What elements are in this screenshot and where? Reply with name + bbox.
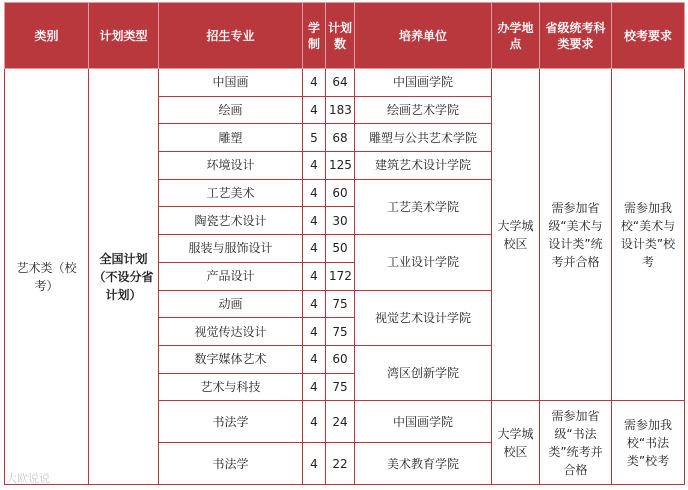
count-cell: 68 [326,124,355,152]
unit-cell: 美术教育学院 [355,443,492,485]
years-cell: 4 [303,262,326,290]
years-cell: 5 [303,124,326,152]
provincial-req-cell: 需参加省级“书法类”统考并合格 [540,401,612,485]
count-cell: 30 [326,207,355,235]
header-category: 类别 [5,3,89,69]
years-cell: 4 [303,179,326,207]
years-cell: 4 [303,235,326,263]
unit-cell: 工业设计学院 [355,235,492,290]
header-school-req: 校考要求 [612,3,685,69]
count-cell: 125 [326,152,355,180]
major-cell: 陶瓷艺术设计 [159,207,303,235]
major-cell: 服装与服饰设计 [159,235,303,263]
header-plan-type: 计划类型 [89,3,159,69]
header-major: 招生专业 [159,3,303,69]
count-cell: 24 [326,401,355,443]
header-count: 计划数 [326,3,355,69]
count-cell: 22 [326,443,355,485]
category-cell: 艺术类（校考） [5,69,89,485]
unit-cell: 中国画学院 [355,69,492,97]
unit-cell: 建筑艺术设计学院 [355,152,492,180]
header-provincial-req: 省级统考科类要求 [540,3,612,69]
school-req-cell: 需参加我校“书法类”校考 [612,401,685,485]
school-req-cell: 需参加我校“美术与设计类”校考 [612,69,685,401]
unit-cell: 中国画学院 [355,401,492,443]
years-cell: 4 [303,318,326,346]
count-cell: 75 [326,373,355,401]
count-cell: 64 [326,69,355,97]
major-cell: 艺术与科技 [159,373,303,401]
major-cell: 绘画 [159,96,303,124]
years-cell: 4 [303,401,326,443]
unit-cell: 湾区创新学院 [355,345,492,400]
major-cell: 环境设计 [159,152,303,180]
header-years: 学制 [303,3,326,69]
count-cell: 75 [326,318,355,346]
unit-cell: 视觉艺术设计学院 [355,290,492,345]
major-cell: 产品设计 [159,262,303,290]
unit-cell: 绘画艺术学院 [355,96,492,124]
major-cell: 工艺美术 [159,179,303,207]
unit-cell: 雕塑与公共艺术学院 [355,124,492,152]
watermark: 大欧说说 [6,472,50,485]
table-row [5,69,685,97]
count-cell: 50 [326,235,355,263]
years-cell: 4 [303,345,326,373]
years-cell: 4 [303,152,326,180]
major-cell: 书法学 [159,443,303,485]
major-cell: 动画 [159,290,303,318]
years-cell: 4 [303,96,326,124]
location-cell: 大学城校区 [492,401,540,485]
provincial-req-cell: 需参加省级“美术与设计类”统考并合格 [540,69,612,401]
count-cell: 75 [326,290,355,318]
count-cell: 60 [326,179,355,207]
years-cell: 4 [303,207,326,235]
major-cell: 雕塑 [159,124,303,152]
years-cell: 4 [303,290,326,318]
years-cell: 4 [303,443,326,485]
location-cell: 大学城校区 [492,69,540,401]
major-cell: 视觉传达设计 [159,318,303,346]
years-cell: 4 [303,69,326,97]
header-location: 办学地点 [492,3,540,69]
unit-cell: 工艺美术学院 [355,179,492,234]
major-cell: 书法学 [159,401,303,443]
count-cell: 183 [326,96,355,124]
header-unit: 培养单位 [355,3,492,69]
major-cell: 数字媒体艺术 [159,345,303,373]
count-cell: 172 [326,262,355,290]
admission-plan-table [4,2,685,485]
major-cell: 中国画 [159,69,303,97]
header-row [5,3,685,69]
years-cell: 4 [303,373,326,401]
count-cell: 60 [326,345,355,373]
plan-type-cell: 全国计划（不设分省计划） [89,69,159,485]
